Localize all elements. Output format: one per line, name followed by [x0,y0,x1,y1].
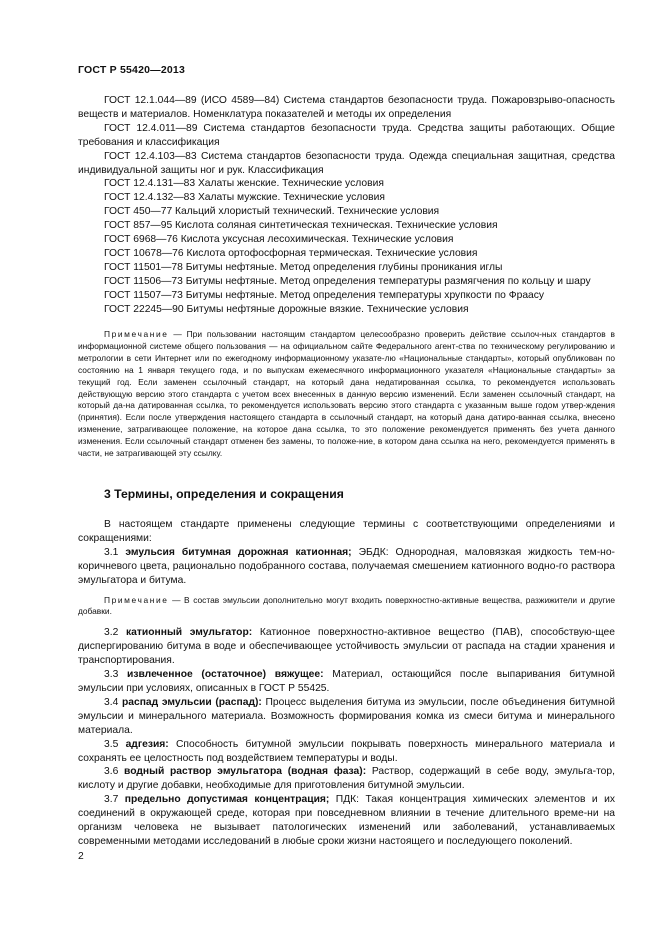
definition-number: 3.4 [104,696,119,708]
definition-number: 3.1 [104,546,119,558]
definition-item [78,546,615,588]
section-intro: В настоящем стандарте применены следующие термины с соответствующими определениями и сокращениями: [78,519,615,544]
reference-item: ГОСТ 11506—73 Битумы нефтяные. Метод определения температуры размягчения по кольцу и шару [104,275,591,287]
definition-term: распад эмульсии (распад): [121,696,262,708]
definition-term: водный раствор эмульгатора (водная фаза): [124,766,367,778]
reference-item: ГОСТ 11501—78 Битумы нефтяные. Метод определения глубины проникания иглы [104,261,503,273]
references-note [78,329,615,460]
note-text: — При пользовании настоящим стандартом целесообразно проверить действие ссылоч-ных стандартов в информационной системе общего пользования — на официальном сайте Федерального агент-ства по техническому регулированию и метрологии в сети Интернет или по ежегодному информационному указате-лю «Национальные стандарты», который опубликован по состоянию на 1 января текущего года, и по выпускам ежемесячного информационного указателя «Национальные стандарты» за текущий год. Если заменен ссылочный стандарт, на который дана недатированная ссылка, то рекомендуется использовать действующую версию этого стандарта с учетом всех внесенных в данную версию изменений. Если заменен ссылочный стандарт, на который да-на датированная ссылка, то рекомендуется использовать версию этого стандарта с указанным выше годом утвер-ждения (принятия). Если после утверждения настоящего стандарта в ссылочный стандарт, на который дана датиро-ванная ссылка, внесено изменение, затрагивающее положение, на которое дана ссылка, то это положение рекомендуется применять без учета данного изменения. Если ссылочный стандарт отменен без замены, то положе-ние, в котором дана ссылка на него, рекомендуется применять в части, не затрагивающей эту ссылку. [78,329,616,459]
reference-item: ГОСТ 12.4.131—83 Халаты женские. Технические условия [104,178,384,190]
definition-text: ЭБДК: Однородная, маловязкая жидкость тем-но-коричневого цвета, рационально подобранного состава, получаемая смешением катионного водно-го раствора эмульгатора и битума. [78,546,615,586]
note-label: Примечание [104,594,169,605]
reference-item: ГОСТ 6968—76 Кислота уксусная лесохимическая. Технические условия [104,234,454,246]
reference-item: ГОСТ 12.1.044—89 (ИСО 4589—84) Система стандартов безопасности труда. Пожаровзрыво-опасность веществ и материалов. Номенклатура показателей и методы их определения [78,95,615,120]
page-number: 2 [78,851,84,862]
definition-term: эмульсия битумная дорожная катионная; [125,546,352,558]
normative-references-list [78,94,615,317]
definition-term: катионный эмульгатор: [125,627,253,639]
definition-text: Процесс выделения битума из эмульсии, после объединения битумной эмульсии и минерального материала. Возможность формирования комка из смеси битума и минерального материала. [78,696,615,736]
definition-item [78,738,615,766]
reference-item: ГОСТ 10678—76 Кислота ортофосфорная термическая. Технические условия [104,247,478,259]
definition-text: Способность битумной эмульсии покрывать поверхность минерального материала и сохранять ее целостность под воздействием температуры и воды. [78,738,615,764]
definition-term: предельно допустимая концентрация; [124,794,330,806]
definition-term: адгезия: [125,738,169,750]
definition-number: 3.2 [104,627,119,639]
definitions-list [78,518,615,849]
reference-item: ГОСТ 12.4.011—89 Система стандартов безопасности труда. Средства защиты работающих. Общие требования и классификация [78,122,615,148]
reference-item: ГОСТ 857—95 Кислота соляная синтетическая техническая. Технические условия [104,220,498,232]
definition-number: 3.7 [104,794,119,806]
definition-text: ПДК: Такая концентрация химических элементов и их соединений в окружающей среде, которая при повседневном влиянии в течение длительного време-ни на организм человека не вызывает патологических изменений или заболеваний, устанавливаемых современными методами исследований в любые сроки жизни настоящего и последующего поколений. [78,794,615,847]
definition-text: Раствор, содержащий в себе воду, эмульга-тор, кислоту и другие добавки, необходимые для приготовления битумной эмульсии. [78,766,615,792]
definition-note [78,595,615,619]
note-text: — В состав эмульсии дополнительно могут входить поверхностно-активные вещества, разжижители и другие добавки. [78,594,615,617]
note-label: Примечание [104,329,169,339]
definition-item [78,626,615,668]
section-title: 3 Термины, определения и сокращения [104,487,344,501]
definition-number: 3.3 [104,669,119,681]
definition-text: Катионное поверхностно-активное вещество (ПАВ), способствую-щее диспергированию битума в воде и обеспечивающее устойчивость эмульсии от распада на стадии хранения и транспортирования. [78,627,616,667]
reference-item: ГОСТ 450—77 Кальций хлористый технический. Технические условия [104,206,440,218]
reference-item: ГОСТ 12.4.103—83 Система стандартов безопасности труда. Одежда специальная защитная, средства индивидуальной защиты ног и рук. Классификация [78,150,615,176]
definition-item [78,696,615,738]
definition-term: извлеченное (остаточное) вяжущее: [127,669,324,681]
definition-number: 3.6 [104,766,119,778]
definition-text: Материал, остающийся после выпаривания битумной эмульсии при условиях, описанных в ГОСТ Р 55425. [78,669,615,694]
reference-item: ГОСТ 12.4.132—83 Халаты мужские. Технические условия [104,192,385,204]
reference-item: ГОСТ 22245—90 Битумы нефтяные дорожные вязкие. Технические условия [104,303,469,315]
document-header: ГОСТ Р 55420—2013 [78,64,186,76]
definition-number: 3.5 [104,738,119,750]
reference-item: ГОСТ 11507—73 Битумы нефтяные. Метод определения температуры хрупкости по Фраасу [104,289,545,301]
definition-item [78,793,615,849]
definition-item [78,765,615,793]
definition-item [78,668,615,696]
